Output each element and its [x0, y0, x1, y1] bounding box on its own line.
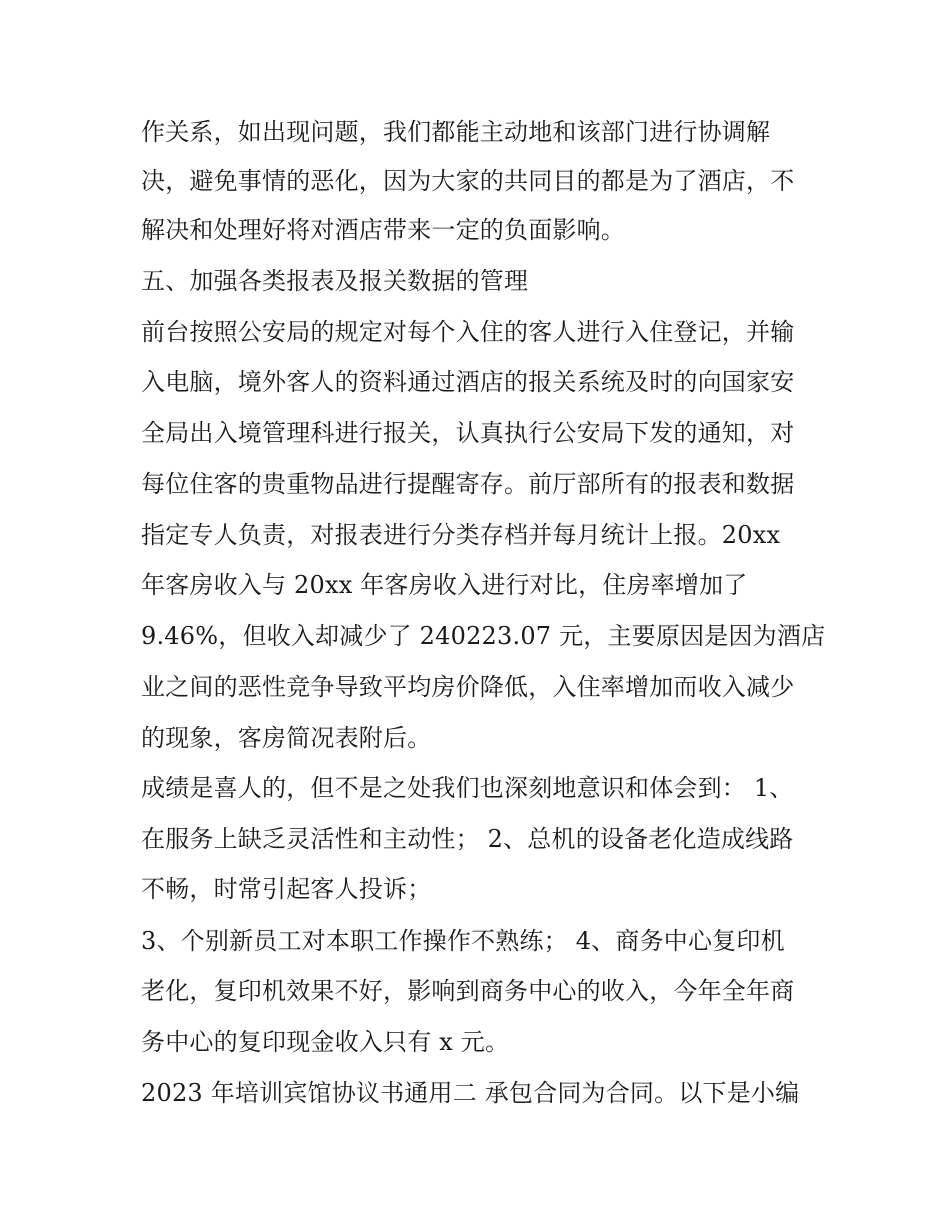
text-line: 2023 年培训宾馆协议书通用二 承包合同为合同。以下是小编: [141, 1079, 800, 1107]
text-line: 9.46%，但收入却减少了 240223.07 元，主要原因是因为酒店: [141, 622, 826, 650]
text-line: 作关系，如出现问题，我们都能主动地和该部门进行协调解: [141, 118, 771, 146]
text-line: 在服务上缺乏灵活性和主动性； 2、总机的设备老化造成线路: [141, 825, 794, 853]
text-line: 决，避免事情的恶化，因为大家的共同目的都是为了酒店，不: [141, 167, 795, 195]
text-line: 业之间的恶性竞争导致平均房价降低，入住率增加而收入减少: [141, 673, 795, 701]
text-line: 不畅，时常引起客人投诉；: [141, 875, 432, 903]
text-line: 的现象，客房简况表附后。: [141, 724, 432, 752]
text-line: 解决和处理好将对酒店带来一定的负面影响。: [141, 216, 625, 244]
text-line: 每位住客的贵重物品进行提醒寄存。前厅部所有的报表和数据: [141, 470, 795, 498]
text-line: 成绩是喜人的，但不是之处我们也深刻地意识和体会到： 1、: [141, 774, 794, 802]
text-line: 老化，复印机效果不好，影响到商务中心的收入，今年全年商: [141, 977, 795, 1005]
section-heading: 五、加强各类报表及报关数据的管理: [141, 267, 529, 295]
text-line: 务中心的复印现金收入只有 x 元。: [141, 1028, 510, 1056]
text-line: 年客房收入与 20xx 年客房收入进行对比，住房率增加了: [141, 571, 748, 599]
text-line: 前台按照公安局的规定对每个入住的客人进行入住登记，并输: [141, 318, 795, 346]
text-line: 指定专人负责，对报表进行分类存档并每月统计上报。20xx: [141, 521, 781, 549]
text-line: 3、个别新员工对本职工作操作不熟练； 4、商务中心复印机: [141, 927, 785, 955]
text-line: 全局出入境管理科进行报关，认真执行公安局下发的通知，对: [141, 419, 795, 447]
text-line: 入电脑，境外客人的资料通过酒店的报关系统及时的向国家安: [141, 368, 795, 396]
